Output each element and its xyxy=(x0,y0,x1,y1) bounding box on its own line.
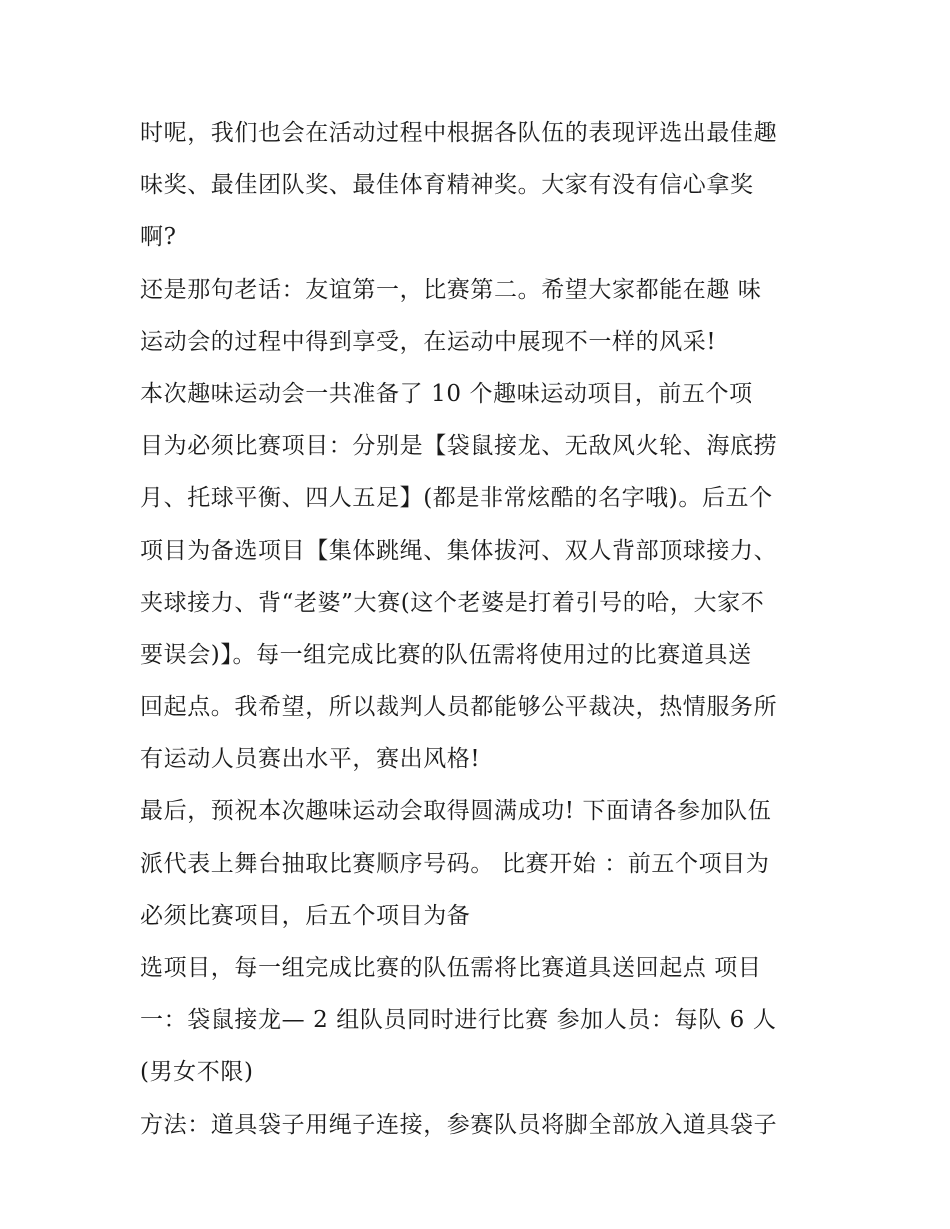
text-line: 运动会的过程中得到享受，在运动中展现不一样的风采! xyxy=(140,328,717,355)
text-line: 夹球接力、背“老婆”大赛(这个老婆是打着引号的哈，大家不 xyxy=(140,589,765,616)
text-line: 啊? xyxy=(140,224,177,251)
text-line: (男女不限) xyxy=(140,1059,254,1086)
text-line: 本次趣味运动会一共准备了 10 个趣味运动项目，前五个项 xyxy=(140,380,753,407)
text-line: 时呢，我们也会在活动过程中根据各队伍的表现评选出最佳趣 xyxy=(140,120,778,146)
text-line: 有运动人员赛出水平，赛出风格! xyxy=(140,746,481,773)
text-line: 选项目，每一组完成比赛的队伍需将比赛道具送回起点 项目 xyxy=(140,955,762,981)
text-line: 目为必须比赛项目：分别是【袋鼠接龙、无敌风火轮、海底捞 xyxy=(140,433,778,460)
text-line: 回起点。我希望，所以裁判人员都能够公平裁决，热情服务所 xyxy=(140,694,778,721)
text-line: 项目为备选项目【集体跳绳、集体拔河、双人背部顶球接力、 xyxy=(140,537,778,564)
text-line: 一：袋鼠接龙— 2 组队员同时进行比赛 参加人员：每队 6 人 xyxy=(140,1007,777,1034)
text-line: 最后，预祝本次趣味运动会取得圆满成功! 下面请各参加队伍 xyxy=(140,798,772,825)
text-line: 必须比赛项目，后五个项目为备 xyxy=(140,902,471,929)
text-line: 派代表上舞台抽取比赛顺序号码。 比赛开始 ：前五个项目为 xyxy=(140,850,770,877)
text-line: 月、托球平衡、四人五足】(都是非常炫酷的名字哦)。后五个 xyxy=(140,485,773,512)
document-body xyxy=(140,107,830,1151)
text-line: 味奖、最佳团队奖、最佳体育精神奖。大家有没有信心拿奖 xyxy=(140,172,754,199)
text-line: 还是那句老话：友谊第一，比赛第二。希望大家都能在趣 味 xyxy=(140,276,762,303)
text-line: 要误会)】。每一组完成比赛的队伍需将使用过的比赛道具送 xyxy=(140,641,752,668)
text-line: 方法：道具袋子用绳子连接，参赛队员将脚全部放入道具袋子 xyxy=(140,1111,778,1138)
